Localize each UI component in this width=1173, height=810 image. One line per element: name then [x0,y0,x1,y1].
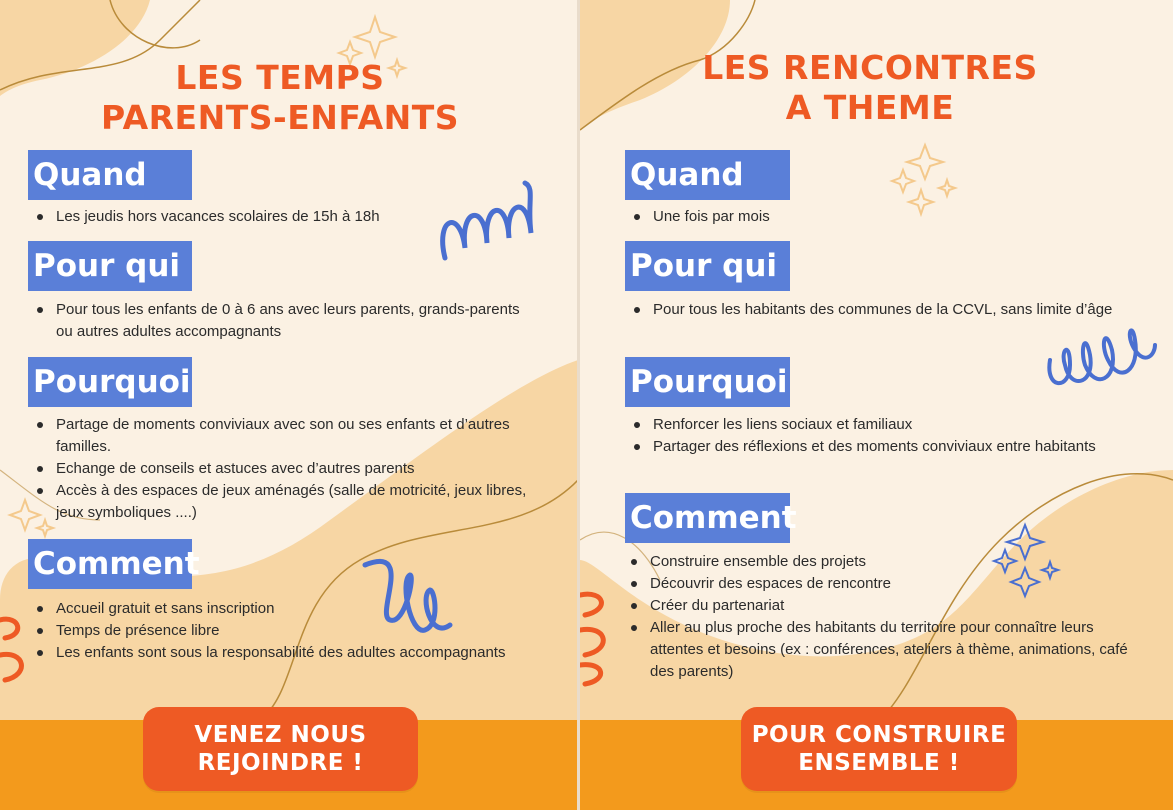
section-header-quand: Quand [625,150,790,200]
title-line: LES TEMPS [175,58,385,97]
list-item: Pour tous les enfants de 0 à 6 ans avec leurs parents, grands-parents ou autres adultes accompagnants [28,299,538,343]
list-item: Les enfants sont sous la responsabilité des adultes accompagnants [28,642,538,664]
section-list-comment [28,598,538,664]
title-line: A THEME [785,88,955,127]
blue-scribble-icon [1040,310,1160,395]
orange-scribble-icon [580,580,615,690]
list-item: Les jeudis hors vacances scolaires de 15h à 18h [28,206,538,228]
page-title [60,58,500,138]
section-header-comment: Comment [625,493,790,543]
list-item: Une fois par mois [625,206,1150,228]
list-item: Découvrir des espaces de rencontre [622,573,1147,595]
list-item: Créer du partenariat [622,595,1147,617]
section-list-quand [625,206,1150,228]
section-header-pour-qui: Pour qui [28,241,192,291]
title-line: LES RENCONTRES [702,48,1038,87]
section-list-pour-qui [28,299,538,343]
section-list-pourquoi [625,414,1150,458]
section-list-pourquoi [28,414,538,524]
section-list-pour-qui [625,299,1150,321]
title-line: PARENTS-ENFANTS [100,98,460,137]
section-header-pourquoi: Pourquoi [625,357,790,407]
list-item: Renforcer les liens sociaux et familiaux [625,414,1150,436]
cta-line: REJOINDRE ! [197,750,364,776]
list-item: Aller au plus proche des habitants du territoire pour connaître leurs attentes et besoins (ex : conférences, ateliers à thème, animations, café des parents) [622,617,1147,683]
cta-line: VENEZ NOUS [194,722,367,748]
section-header-quand: Quand [28,150,192,200]
section-header-pourquoi: Pourquoi [28,357,192,407]
list-item: Echange de conseils et astuces avec d’autres parents [28,458,538,480]
section-header-pour-qui: Pour qui [625,241,790,291]
list-item: Temps de présence libre [28,620,538,642]
blue-scribble-icon [435,178,545,278]
orange-scribble-icon [0,600,30,690]
list-item: Partager des réflexions et des moments conviviaux entre habitants [625,436,1150,458]
page-title [680,48,1060,128]
section-header-comment: Comment [28,539,192,589]
cta-line: ENSEMBLE ! [798,750,960,776]
list-item: Accès à des espaces de jeux aménagés (salle de motricité, jeux libres, jeux symboliques ....) [28,480,538,524]
cta-line: POUR CONSTRUIRE [751,722,1007,748]
build-together-button[interactable] [741,707,1017,791]
list-item: Construire ensemble des projets [622,551,1147,573]
join-us-button[interactable] [143,707,418,791]
list-item: Pour tous les habitants des communes de la CCVL, sans limite d’âge [625,299,1150,321]
list-item: Accueil gratuit et sans inscription [28,598,538,620]
panel-rencontres-a-theme [580,0,1173,810]
section-list-comment [622,551,1147,683]
list-item: Partage de moments conviviaux avec son ou ses enfants et d’autres familles. [28,414,538,458]
section-list-quand [28,206,538,228]
panel-parents-enfants [0,0,578,810]
